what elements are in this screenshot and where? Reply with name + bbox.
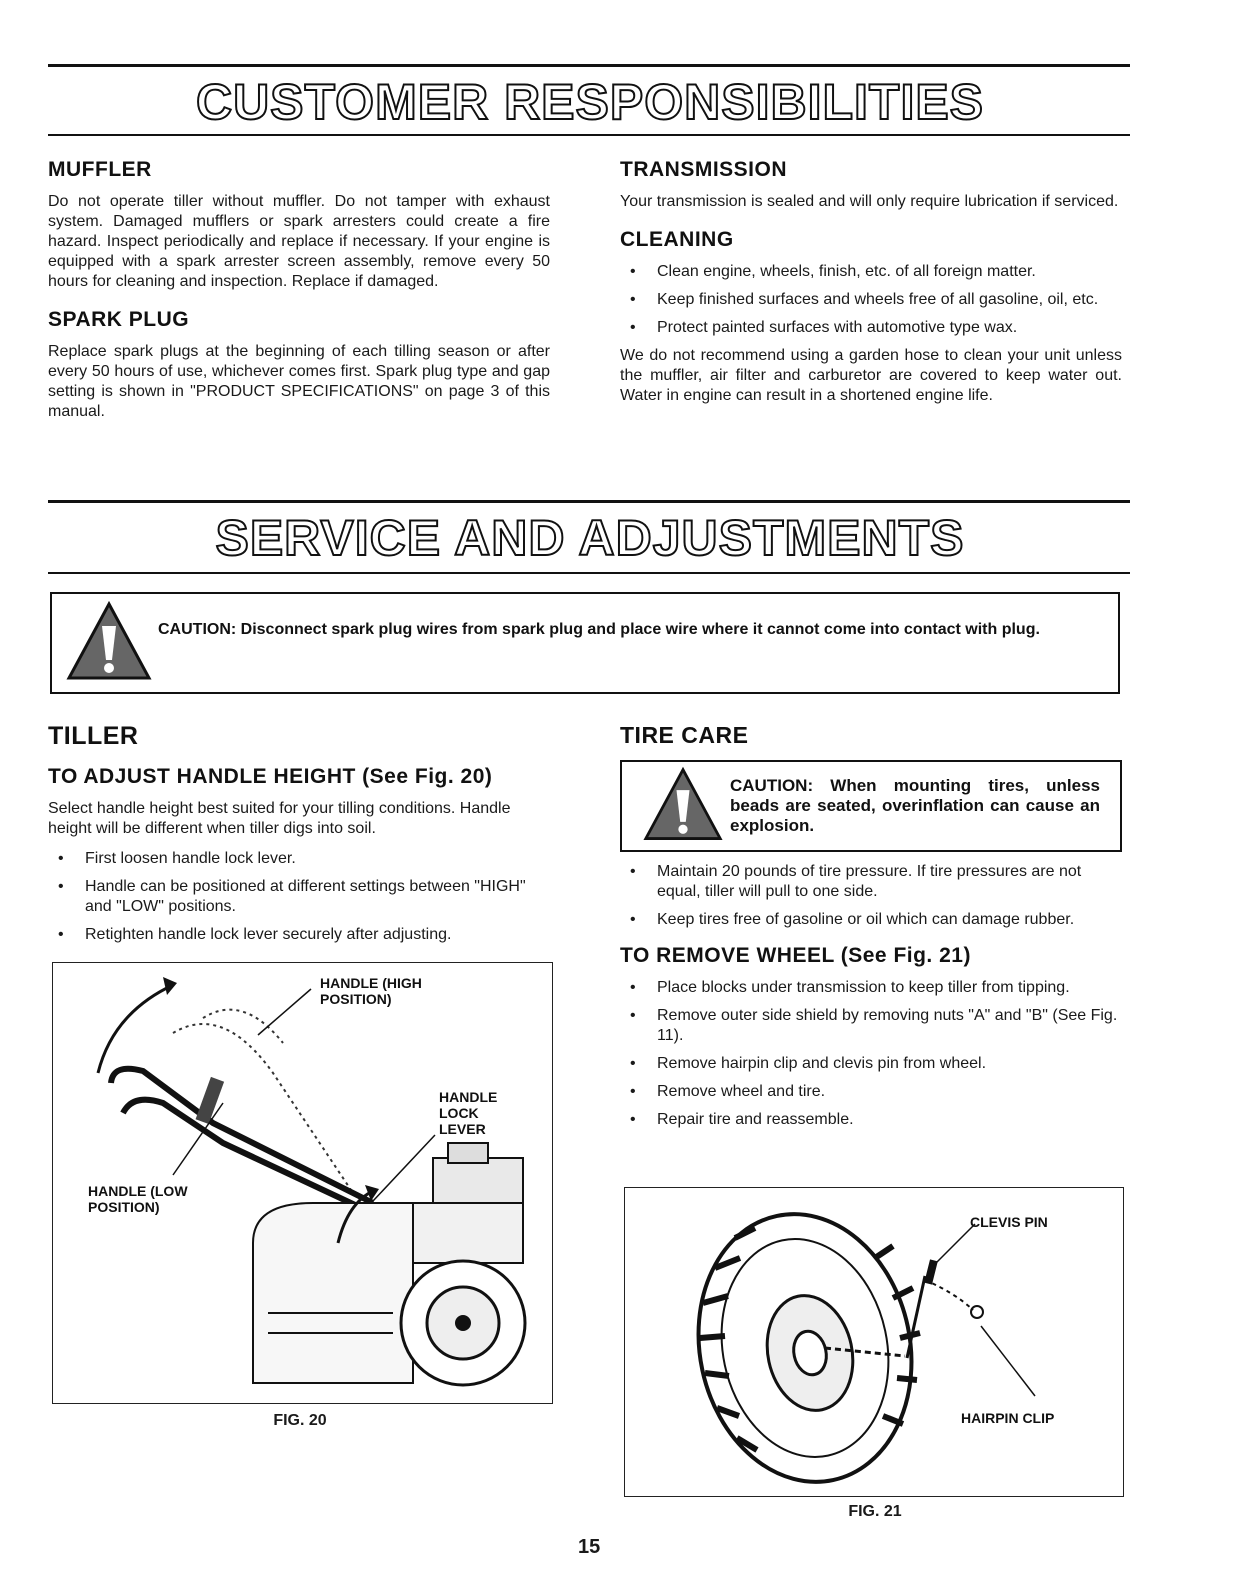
- list-item: • Clean engine, wheels, finish, etc. of all foreign matter.: [620, 262, 1122, 282]
- right-column-top: [620, 158, 1122, 416]
- fig20-caption: FIG. 20: [273, 1412, 327, 1429]
- spark-plug-text: Replace spark plugs at the beginning of each tilling season or after every 50 hours of use, whichever comes first. Spark plug type and gap setting is shown in "PRODUCT SPECIFICATIONS" on page 3 of this manual.: [48, 343, 550, 420]
- list-item: • Repair tire and reassemble.: [620, 1110, 1125, 1130]
- list-item: • First loosen handle lock lever.: [48, 849, 553, 869]
- top-rule: [48, 64, 1130, 67]
- tire-care-list: [620, 862, 1125, 930]
- service-adjustments-header: SERVICE AND ADJUSTMENTS: [215, 510, 965, 566]
- tire-caution-text: CAUTION: When mounting tires, unless beads are seated, overinflation can cause an explosion.: [730, 776, 1100, 835]
- list-item: • Protect painted surfaces with automotive type wax.: [620, 318, 1122, 338]
- caution-box: [50, 592, 1120, 694]
- handle-high-label: HANDLE (HIGH POSITION): [320, 975, 422, 1007]
- list-item: • Maintain 20 pounds of tire pressure. If tire pressures are not equal, tiller will pull to one side.: [620, 862, 1125, 902]
- handle-low-label: HANDLE (LOW POSITION): [88, 1183, 188, 1215]
- muffler-text: Do not operate tiller without muffler. Do not tamper with exhaust system. Damaged mufflers or spark arresters could create a fire hazard. Inspect periodically and replace if necessary. If your engine is equipped with a spark arrester screen assembly, remove every 50 hours for cleaning and inspection. Replace if damaged.: [48, 193, 550, 290]
- list-item: • Place blocks under transmission to keep tiller from tipping.: [620, 978, 1125, 998]
- adjust-handle-title: TO ADJUST HANDLE HEIGHT (See Fig. 20): [48, 765, 493, 788]
- tire-care-bullets-section: [620, 862, 1125, 1138]
- tiller-title: TILLER: [48, 722, 139, 750]
- tiller-list: [48, 849, 553, 945]
- list-item: • Keep tires free of gasoline or oil which can damage rubber.: [620, 910, 1125, 930]
- page-number: 15: [578, 1536, 601, 1558]
- muffler-title: MUFFLER: [48, 158, 152, 181]
- list-item: • Remove outer side shield by removing nuts "A" and "B" (See Fig. 11).: [620, 1006, 1125, 1046]
- fig21-caption: FIG. 21: [848, 1503, 902, 1520]
- warning-icon: [640, 766, 726, 846]
- spark-plug-title: SPARK PLUG: [48, 308, 190, 331]
- cleaning-list: [620, 262, 1122, 338]
- list-item: • Remove hairpin clip and clevis pin from wheel.: [620, 1054, 1125, 1074]
- tire-care-section: [620, 722, 1125, 759]
- hairpin-clip-label: HAIRPIN CLIP: [961, 1410, 1055, 1426]
- warning-icon: [66, 600, 152, 686]
- header1-bottom-rule: [48, 134, 1130, 136]
- transmission-title: TRANSMISSION: [620, 158, 788, 181]
- list-item: • Remove wheel and tire.: [620, 1082, 1125, 1102]
- tiller-text: Select handle height best suited for your tilling conditions. Handle height will be different when tiller digs into soil.: [48, 800, 511, 837]
- fig21-frame: [624, 1187, 1124, 1497]
- tire-caution-box: [620, 760, 1122, 852]
- tire-care-title: TIRE CARE: [620, 722, 749, 748]
- fig20-frame: [52, 962, 553, 1404]
- cleaning-text: We do not recommend using a garden hose to clean your unit unless the muffler, air filter and carburetor are covered to keep water out. Water in engine can result in a shortened engine life.: [620, 347, 1122, 404]
- service-top-rule: [48, 500, 1130, 503]
- handle-lock-lever-label: HANDLE LOCK LEVER: [439, 1089, 498, 1137]
- tiller-section: [48, 722, 553, 953]
- caution-main-text: CAUTION: Disconnect spark plug wires from spark plug and place wire where it cannot come into contact with plug.: [158, 621, 1040, 638]
- remove-wheel-title: TO REMOVE WHEEL (See Fig. 21): [620, 944, 971, 967]
- transmission-text: Your transmission is sealed and will only require lubrication if serviced.: [620, 193, 1119, 210]
- wheel-illustration: [625, 1188, 1122, 1494]
- service-bottom-rule: [48, 572, 1130, 574]
- remove-wheel-list: [620, 978, 1125, 1130]
- left-column-top: [48, 158, 550, 432]
- list-item: • Handle can be positioned at different settings between "HIGH" and "LOW" positions.: [48, 877, 553, 917]
- cleaning-title: CLEANING: [620, 228, 734, 251]
- customer-responsibilities-header: CUSTOMER RESPONSIBILITIES: [195, 74, 985, 130]
- list-item: • Retighten handle lock lever securely after adjusting.: [48, 925, 553, 945]
- list-item: • Keep finished surfaces and wheels free of all gasoline, oil, etc.: [620, 290, 1122, 310]
- clevis-pin-label: CLEVIS PIN: [970, 1214, 1048, 1230]
